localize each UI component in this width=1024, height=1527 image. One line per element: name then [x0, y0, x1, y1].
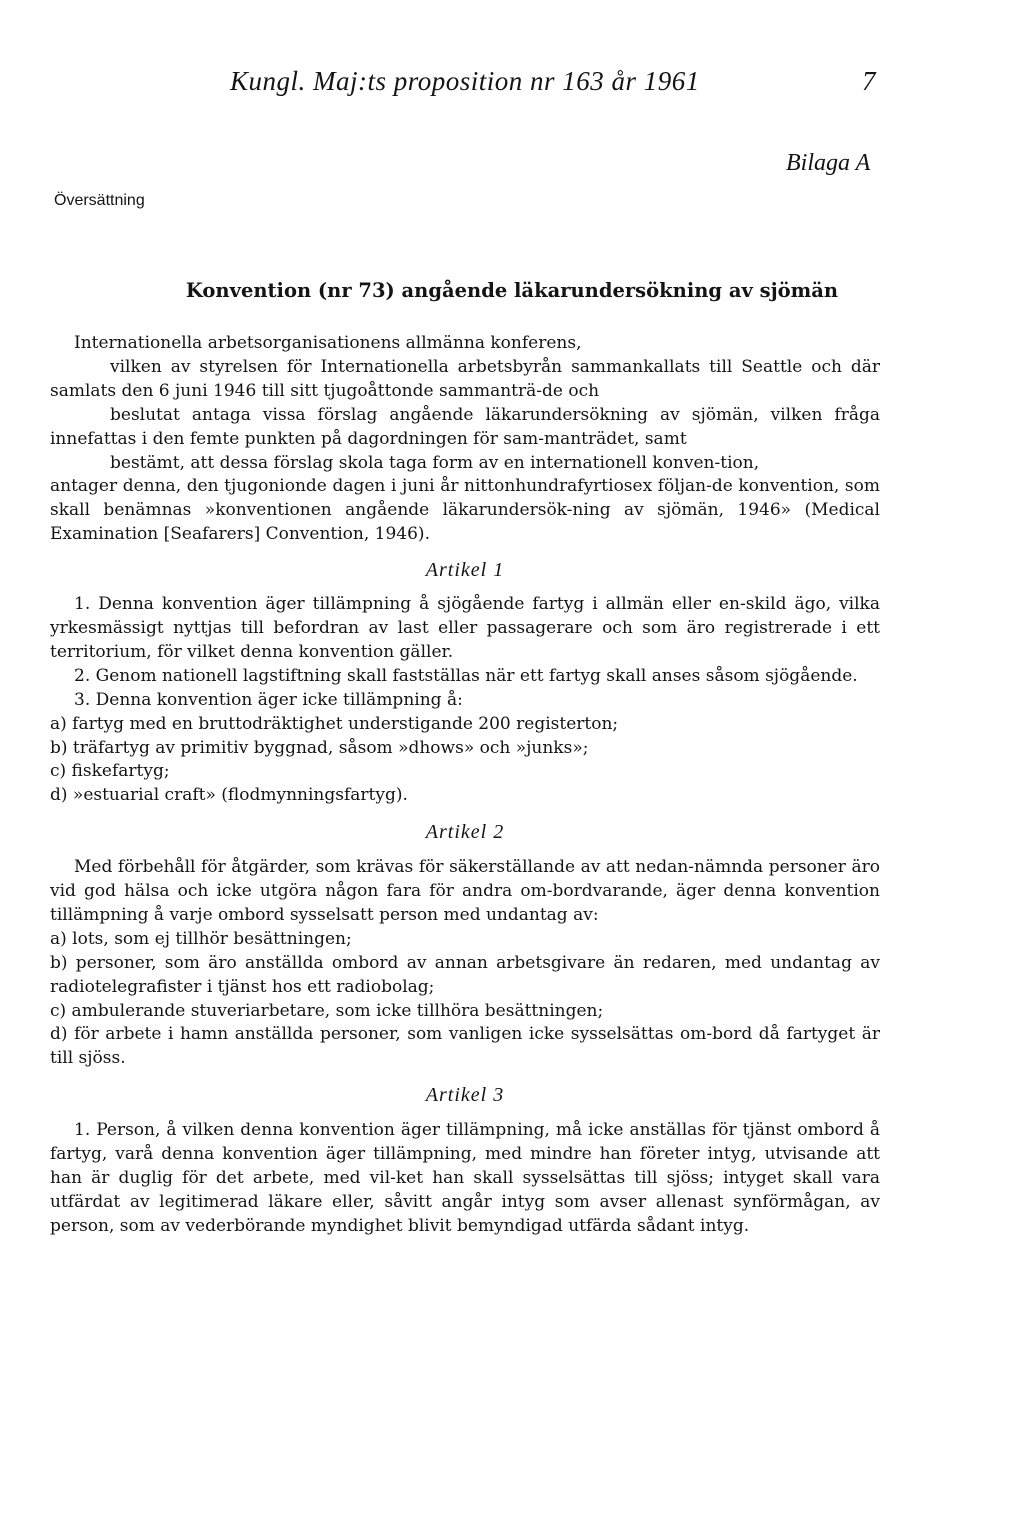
preamble-paragraph: beslutat antaga vissa förslag angående läkarundersökning av sjömän, vilken fråga innefattas i den femte punkten på dagordningen för sam-manträdet, samt [50, 404, 880, 449]
list-item: a) lots, som ej tillhör besättningen; [50, 928, 352, 949]
list-item: c) fiskefartyg; [50, 761, 170, 782]
article-paragraph: 2. Genom nationell lagstiftning skall fastställas när ett fartyg skall anses såsom sjögående. [74, 665, 858, 686]
article-paragraph: Med förbehåll för åtgärder, som krävas för säkerställande av att nedan-nämnda personer äro vid god hälsa och icke utgöra någon fara för andra om-bordvarande, äger denna konvention tillämpning å varje ombord sysselsatt person med undantag av: [50, 857, 880, 925]
preamble-paragraph: bestämt, att dessa förslag skola taga form av en internationell konven-tion, [110, 452, 760, 473]
article-heading: Artikel 3 [425, 1084, 505, 1107]
appendix-label: Bilaga A [786, 150, 871, 176]
list-item: c) ambulerande stuveriarbetare, som icke tillhöra besättningen; [50, 1000, 604, 1021]
article-heading: Artikel 2 [425, 821, 505, 844]
running-header-title: Kungl. Maj:ts proposition nr 163 år 1961 [230, 66, 700, 96]
article-paragraph: 3. Denna konvention äger icke tillämpning å: [74, 689, 463, 710]
page-number: 7 [862, 66, 876, 96]
list-item: b) träfartyg av primitiv byggnad, såsom »dhows» och »junks»; [50, 737, 589, 758]
translation-label: Översättning [54, 192, 145, 209]
article-heading: Artikel 1 [425, 559, 505, 582]
list-item: d) för arbete i hamn anställda personer, som vanligen icke sysselsättas om-bord då fartyget är till sjöss. [50, 1024, 880, 1069]
article-paragraph: 1. Denna konvention äger tillämpning å sjögående fartyg i allmän eller en-skild ägo, vilka yrkesmässigt nyttjas till befordran av last eller passagerare och som äro registrerade i ett territorium, för vilket denna konvention gäller. [50, 594, 880, 662]
preamble-paragraph: Internationella arbetsorganisationens allmänna konferens, [74, 333, 582, 353]
list-item: a) fartyg med en bruttodräktighet understigande 200 registerton; [50, 713, 619, 734]
list-item: d) »estuarial craft» (flodmynningsfartyg). [50, 785, 408, 806]
preamble-paragraph: antager denna, den tjugonionde dagen i juni år nittonhundrafyrtiosex följan-de konvention, som skall benämnas »konventionen angående läkarundersök-ning av sjömän, 1946» (Medical Examination [Seafarers] Convention, 1946). [50, 476, 880, 545]
list-item: b) personer, som äro anställda ombord av annan arbetsgivare än redaren, med undantag av radiotelegrafister i tjänst hos ett radiobolag; [50, 952, 880, 997]
article-paragraph: 1. Person, å vilken denna konvention äger tillämpning, må icke anställas för tjänst ombord å fartyg, varå denna konvention äger tillämpning, med mindre han företer intyg, utvisande att han är duglig för det arbete, med vil-ket han skall sysselsättas till sjöss; intyget skall vara utfärdat av legitimerad läkare eller, såvitt angår intyg som avser allenast synförmågan, av person, som av vederbörande myndighet blivit bemyndigad utfärda sådant intyg. [50, 1120, 880, 1236]
preamble-paragraph: vilken av styrelsen för Internationella arbetsbyrån sammankallats till Seattle och där samlats den 6 juni 1946 till sitt tjugoåttonde sammanträ-de och [50, 356, 880, 401]
document-body [50, 332, 880, 1239]
document-title: Konvention (nr 73) angående läkarundersökning av sjömän [185, 279, 839, 302]
